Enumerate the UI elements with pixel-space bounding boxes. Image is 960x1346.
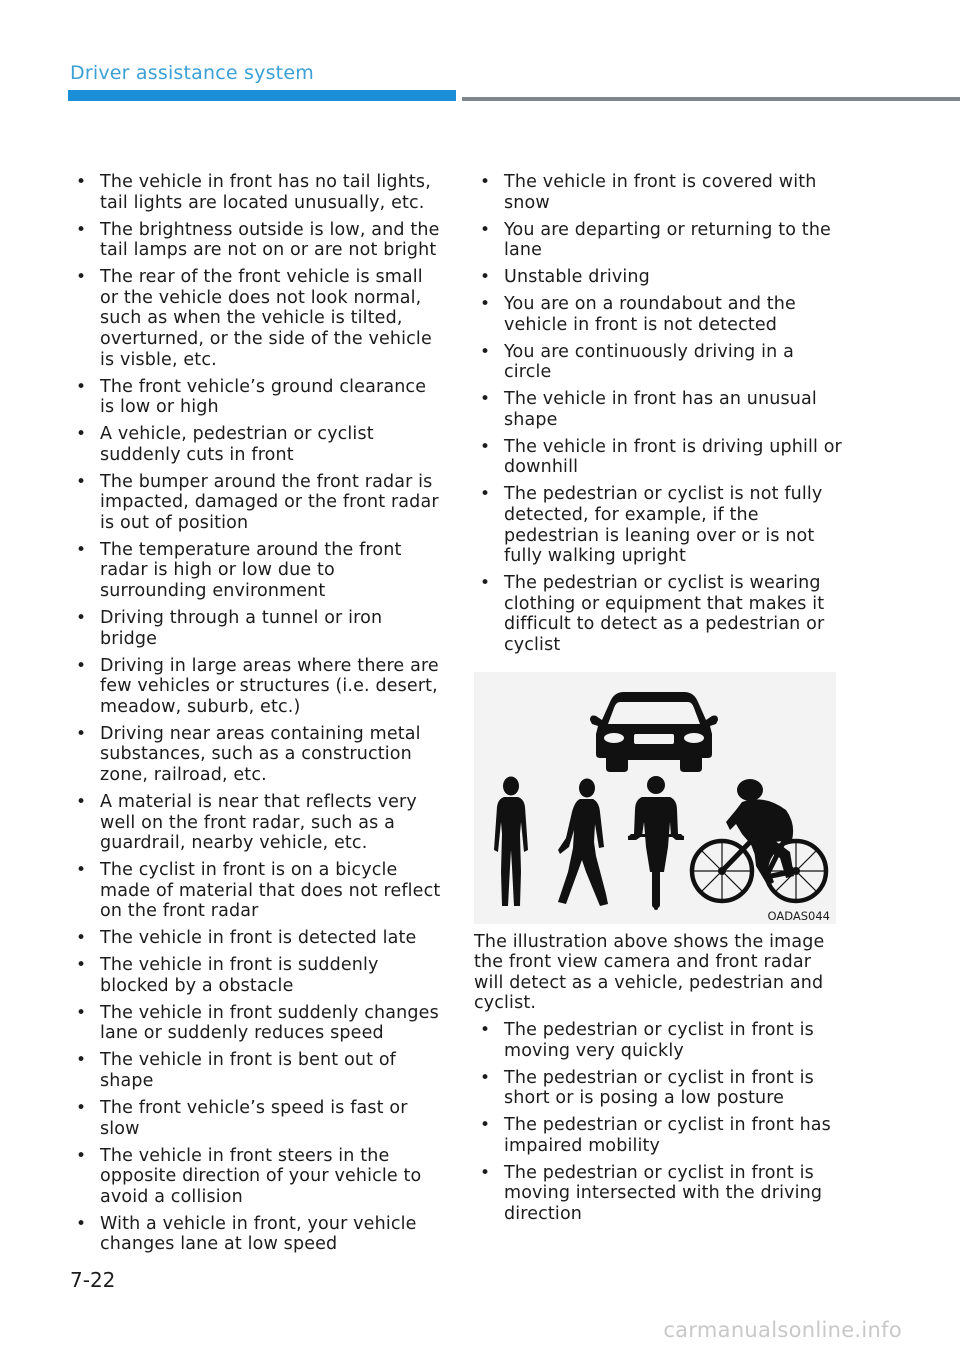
list-item: • The vehicle in front steers in the opposite direction of your vehicle to avoid a collision (70, 1146, 442, 1208)
list-item: • The pedestrian or cyclist in front is moving intersected with the driving direction (474, 1163, 844, 1225)
list-item: • You are departing or returning to the lane (474, 220, 844, 261)
figure-code: OADAS044 (767, 908, 830, 923)
page-number: 7-22 (70, 1268, 116, 1292)
left-bullet-list (70, 172, 442, 1255)
detection-illustration (474, 672, 836, 924)
car-icon (590, 692, 718, 772)
header-rule-accent (68, 90, 456, 101)
list-item: • The pedestrian or cyclist in front has impaired mobility (474, 1115, 844, 1156)
list-item: • The vehicle in front is covered with snow (474, 172, 844, 213)
list-item: • You are continuously driving in a circle (474, 342, 844, 383)
figure-caption: The illustration above shows the image the front view camera and front radar will detect as a vehicle, pedestrian and cyclist. (474, 931, 825, 1014)
list-item: • A material is near that reflects very well on the front radar, such as a guardrail, nearby vehicle, etc. (70, 792, 442, 854)
list-item: • The vehicle in front is suddenly blocked by a obstacle (70, 955, 442, 996)
right-bullet-list-2 (474, 1020, 844, 1225)
list-item: • Driving near areas containing metal substances, such as a construction zone, railroad, etc. (70, 724, 442, 786)
list-item: • Driving through a tunnel or iron bridge (70, 608, 442, 649)
list-item: • The vehicle in front is bent out of shape (70, 1050, 442, 1091)
watermark: carmanualsonline.info (663, 1318, 902, 1342)
pedestrian-standing-icon (494, 776, 528, 906)
list-item: • The pedestrian or cyclist is not fully detected, for example, if the pedestrian is leaning over or is not fully walking upright (474, 484, 844, 566)
list-item: • The vehicle in front has no tail lights, tail lights are located unusually, etc. (70, 172, 442, 213)
list-item: • The bumper around the front radar is impacted, damaged or the front radar is out of position (70, 472, 442, 534)
list-item: • The vehicle in front suddenly changes lane or suddenly reduces speed (70, 1003, 442, 1044)
list-item: • Unstable driving (474, 267, 844, 288)
list-item: • With a vehicle in front, your vehicle changes lane at low speed (70, 1214, 442, 1255)
list-item: • Driving in large areas where there are few vehicles or structures (i.e. desert, meadow, suburb, etc.) (70, 656, 442, 718)
list-item: • A vehicle, pedestrian or cyclist suddenly cuts in front (70, 424, 442, 465)
cyclist-front-icon (628, 776, 684, 910)
list-item: • The vehicle in front has an unusual shape (474, 389, 844, 430)
list-item: • The pedestrian or cyclist is wearing clothing or equipment that makes it difficult to detect as a pedestrian or cyclist (474, 573, 844, 655)
list-item: • The front vehicle’s ground clearance is low or high (70, 377, 442, 418)
list-item: • The pedestrian or cyclist in front is short or is posing a low posture (474, 1068, 844, 1109)
right-bullet-list (474, 172, 844, 656)
left-column (70, 172, 442, 1261)
list-item: • The pedestrian or cyclist in front is moving very quickly (474, 1020, 844, 1061)
right-column (474, 172, 844, 1231)
list-item: • The temperature around the front radar is high or low due to surrounding environment (70, 540, 442, 602)
list-item: • The vehicle in front is driving uphill or downhill (474, 437, 844, 478)
list-item: • The brightness outside is low, and the tail lamps are not on or are not bright (70, 220, 442, 261)
pedestrian-walking-icon (558, 778, 608, 906)
cyclist-side-icon (692, 779, 826, 901)
list-item: • The cyclist in front is on a bicycle made of material that does not reflect on the front radar (70, 860, 442, 922)
list-item: • You are on a roundabout and the vehicle in front is not detected (474, 294, 844, 335)
list-item: • The front vehicle’s speed is fast or slow (70, 1098, 442, 1139)
header-rule-gray (462, 97, 960, 101)
list-item: • The vehicle in front is detected late (70, 928, 442, 949)
detection-illustration-svg (474, 672, 836, 924)
list-item: • The rear of the front vehicle is small or the vehicle does not look normal, such as when the vehicle is tilted, overturned, or the side of the vehicle is visble, etc. (70, 267, 442, 370)
section-title: Driver assistance system (70, 62, 314, 84)
